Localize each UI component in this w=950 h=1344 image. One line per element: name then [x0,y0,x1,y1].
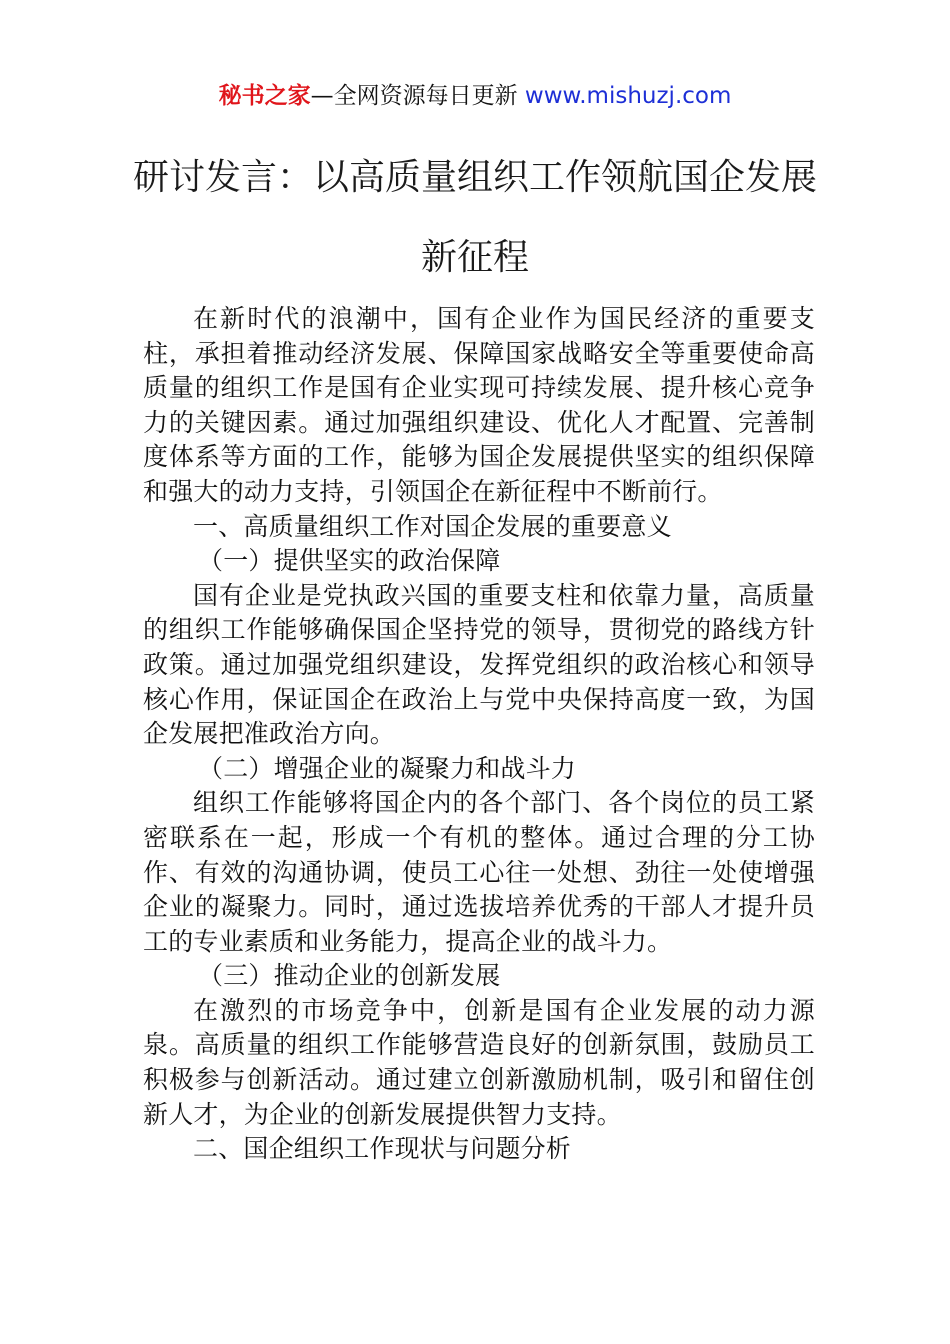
document-title: 研讨发言：以高质量组织工作领航国企发展新征程 [132,157,817,278]
paragraph-political-guarantee: 国有企业是党执政兴国的重要支柱和依靠力量，高质量的组织工作能够确保国企坚持党的领导，贯彻党的路线方针政策。通过加强党组织建设，发挥党组织的政治核心和领导核心作用，保证国企在政治上与党中央保持高度一致，为国企发展把准政治方向。 [143,580,815,749]
paragraph-cohesion: 组织工作能够将国企内的各个部门、各个岗位的员工紧密联系在一起，形成一个有机的整体。通过合理的分工协作、有效的沟通协调，使员工心往一处想、劲往一处使增强企业的凝聚力。同时，通过选拔培养优秀的干部人才提升员工的专业素质和业务能力，提高企业的战斗力。 [143,788,815,956]
subsection-heading-3: （三）推动企业的创新发展 [198,961,501,991]
brand-name: 秘书之家 [218,83,311,109]
section-heading-1: 一、高质量组织工作对国企发展的重要意义 [193,511,672,541]
document-body [143,302,815,1167]
paragraph-intro: 在新时代的浪潮中，国有企业作为国民经济的重要支柱，承担着推动经济发展、保障国家战略安全等重要使命高质量的组织工作是国有企业实现可持续发展、提升核心竞争力的关键因素。通过加强组织建设、优化人才配置、完善制度体系等方面的工作，能够为国企发展提供坚实的组织保障和强大的动力支持，引领国企在新征程中不断前行。 [143,304,815,506]
banner-tagline: —全网资源每日更新 [310,83,525,109]
subsection-heading-2: （二）增强企业的凝聚力和战斗力 [198,753,577,783]
section-heading-2: 二、国企组织工作现状与问题分析 [193,1134,572,1164]
subsection-heading-1: （一）提供坚实的政治保障 [198,546,501,576]
site-url-link[interactable]: www.mishuzj.com [524,83,732,109]
paragraph-innovation: 在激烈的市场竞争中，创新是国有企业发展的动力源泉。高质量的组织工作能够营造良好的创新氛围，鼓励员工积极参与创新活动。通过建立创新激励机制，吸引和留住创新人才，为企业的创新发展提供智力支持。 [143,995,815,1129]
site-banner [0,80,950,112]
